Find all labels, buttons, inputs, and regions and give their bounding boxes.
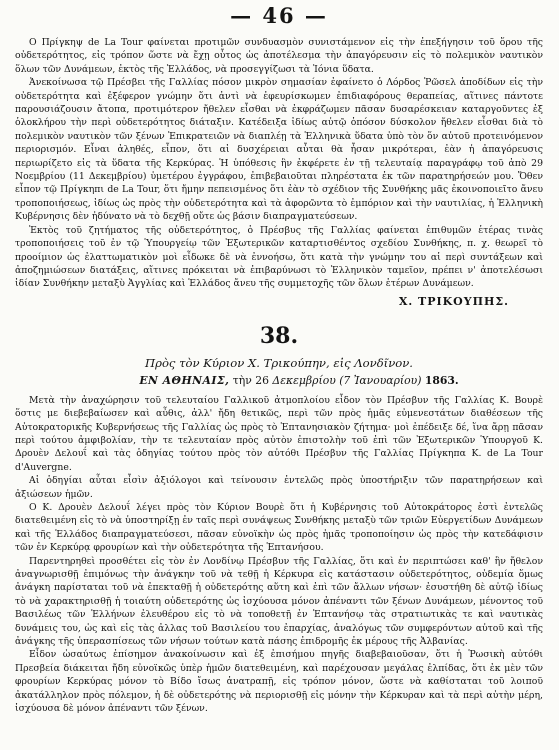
page-number: — 46 — xyxy=(230,3,328,28)
paragraph: Εἶδον ὡσαύτως ἐπίσημον ἀνακοίνωσιν καὶ ἐξ ἐπισήμου πηγῆς διαβεβαιοῦσαν, ὅτι ἡ Ῥωσικὴ αὐτόθι Πρεσβεία διάκειται ἤδη εὐνοϊκῶς ὑπὲρ ἡμῶν διατεθειμένη, καὶ παρέχουσαν μεγάλας ἐλπίδας, ὅτι ἐκ μὲν τῶν φρουρίων Κερκύρας μόνον τὸ Βίδο ἴσως ἀνατραπῇ, εἰς τρόπον μόνον, ὥστε νὰ καθίσταται τοῦ λοιποῦ ἀκατάλληλον πρὸς πόλεμον, ἡ δὲ οὐδετερότης νὰ περιορισθῇ εἰς μόνην τὴν Κέρκυραν καὶ τὰ περὶ αὐτὴν μέρη, ἰσχύουσα δὲ μόνον ἀπέναντι τῶν ξένων. xyxy=(15,649,543,715)
dateline-month: Δεκεμβρίου xyxy=(272,373,336,387)
dateline-day: τὴν 26 xyxy=(232,373,269,387)
paragraph: Ἀνεκοίνωσα τῷ Πρέσβει τῆς Γαλλίας πόσον μικρὸν σημασίαν ἐφαίνετο ὁ Λόρδος Ῥῶσελ ἀποδίδων εἰς τὴν οὐδετερότητα καὶ ἐξέφερον γνώμην ὅτι ἀντὶ νὰ ἐφευρίσκωμεν ἐπιδιαφόρους θεραπείας, αἵτινες πάντοτε παρουσιάζουσιν ἄτοπα, προτιμότερον ἤθελεν εἶσθαι νὰ ἐκφράζωμεν πᾶσαν δυσαρέσκειαν καταργοῦντες ἐξ ὁλοκλήρου τὴν περὶ οὐδετερότητος διάταξιν. Κατέδειξα ἰδίως αὐτῷ ὁπόσον δύσκολον ἤθελεν εἶσθαι διὰ τὸ πολεμικὸν ναυτικὸν τῶν ξένων Ἐπικρατειῶν νὰ διαπλέῃ τὰ Ἑλληνικὰ ὕδατα ὑπὸ τὸν ὅν αὐτοῦ προτεινόμενον περιορισμόν. Εἶναι ἀληθές, εἶπον, ὅτι αἱ δυσχέρειαι αὗται θὰ ἦσαν μικρότεραι, ἐὰν ἡ ἀπαγόρευσις περιωρίζετο εἰς τὰ ὕδατα τῆς Κερκύρας. Ἡ ὑπόθεσις ἣν ἐκφέρετε ἐν τῇ τελευταίᾳ παραγράφῳ τοῦ ἀπὸ 29 Νοεμβρίου (11 Δεκεμβρίου) ὑμετέρου ἐγγράφου, ἐπιβεβαιοῦται πληρέστατα ἐκ τῶν παρατηρήσεών μου. Ὅθεν εἶπον τῷ Πρίγκηπι de La Tour, ὅτι ἤμην πεπεισμένος ὅτι ἐὰν τὸ σχέδιον τῆς Συνθήκης μᾶς ἐκοινοποιεῖτο ἄνευ τροποποιήσεως, ἰδίως ὡς πρὸς τὴν οὐδετερότητα καὶ τὰ ἀφορῶντα τὸ ἐμπόριον καὶ τὴν ναυτιλίας, ἡ Ἑλληνικὴ Κυβέρνησις δὲν ἠδύνατο νὰ τὸ δεχθῇ οὔτε ὡς βάσιν διαπραγματεύσεων. xyxy=(15,77,543,223)
document-number: 38. xyxy=(259,322,299,349)
paragraph: Ἐκτὸς τοῦ ζητήματος τῆς οὐδετερότητος, ὁ Πρέσβυς τῆς Γαλλίας φαίνεται ἐπιθυμῶν ἑτέρας τινὰς τροποποιήσεις τοῦ ἐν τῷ Ὑπουργείῳ τῶν Ἐξωτερικῶν καταρτισθέντος σχεδίου Συνθήκης, π. χ. θεωρεῖ τὸ προοίμιον ὡς ἐλαττωματικὸν μοὶ εἶδωκε δὲ νὰ ἐννοήσω, ὅτι κατὰ τὴν γνώμην του αἱ περὶ συντάξεων καὶ ἀποζημιώσεων διατάξεις, αἵτινες πρόκειται νὰ ἐπιβαρύνωσι τὸ Ἑλληνικὸν ταμεῖον, πρέπει ν' ἀποτελέσωσι ἰδίαν Συνθήκην μεταξὺ Ἀγγλίας καὶ Ἑλλάδος ἄνευ τῆς συμμετοχῆς τῶν ὅλων ἑτέρων Δυνάμεων. xyxy=(15,224,543,290)
dateline xyxy=(15,373,543,388)
paragraph: Παρεντηρηθεὶ προσθέτει εἰς τὸν ἐν Λονδίνῳ Πρέσβυν τῆς Γαλλίας, ὅτι καὶ ἐν περιπτώσει καθ' ἣν ἤθελον ἀναγνωρισθῇ ἐπιμόνως τὴν ἀνάγκην τοῦ νὰ τεθῇ ἡ Κέρκυρα εἰς κατάστασιν οὐδετερότητος, οὐδεμία ὅμως ἀνάγκη παρίσταται τοῦ νὰ ἐπεκταθῇ ἡ οὐδετερότης αὕτη καὶ ἐπὶ τῶν ἄλλων νήσων· ἐσυστήθη δὲ αὐτῷ ἰδίως τὸ νὰ χαρακτηρισθῇ ἡ τοιαύτη οὐδετερότης ὡς ἰσχύουσα μόνον ἀπέναντι τῶν ξένων Δυνάμεων, μένοντος τοῦ Βασιλέως τῶν Ἑλλήνων ἐλευθέρου εἰς τὸ νὰ τοποθετῇ ἐν Ἑπτανήσῳ τὰς στρατιωτικὰς τε καὶ ναυτικὰς δυνάμεις του, ὡς καὶ εἰς τὰς ἀλλας τοῦ Βασιλείου του ἐπαρχίας, ἀναλόγως τῶν συμφερόντων αὐτοῦ καὶ τῆς ἀνάγκης τῆς ὑπερασπίσεως τῶν νήσων τούτων κατὰ πάσης ἐπιδρομῆς ἐκ μέρους τῆς Ἀλβανίας. xyxy=(15,555,543,648)
paragraph: Αἱ ὁδηγίαι αὗται εἶσὶν ἀξιόλογοι καὶ τείνουσιν ἐντελῶς πρὸς ὑποστήριξιν τῶν παρατηρήσεων καὶ ἀξιώσεων ἡμῶν. xyxy=(15,475,543,500)
paragraph: Ο Κ. Δρουὲν Δελουΐ λέγει πρὸς τὸν Κύριον Βουρὲ ὅτι ἡ Κυβέρνησις τοῦ Αὐτοκράτορος ἐστὶ ἐντελῶς διατεθειμένη εἰς τὸ νὰ ὑποστηρίξῃ ἐν ταῖς περὶ συνάψεως Συνθήκης μεταξὺ τῶν τριῶν Εὐεργετίδων Δυνάμεων καὶ τῆς Ἑλλάδος διαπραγματεύσεσι, πᾶσαν εὐνοϊκὴν ὡς πρὸς ἡμᾶς τροποποίησιν ὡς πρὸς τὴν κατεδάφισιν τῶν ἐν Κερκύρᾳ φρουρίων καὶ τὴν οὐδετερότητα τῆς Ἑπτανήσου. xyxy=(15,501,543,554)
paragraph: Ο Πρίγκηψ de La Tour φαίνεται προτιμῶν συνδυασμὸν συνιστάμενον εἰς τὴν ἐπεξήγησιν τοῦ ὅρου τῆς οὐδετερότητος, εἰς τρόπον ὥστε νὰ ἔχῃ οὗτος ὡς ἀποτέλεσμα τὴν ἀπαγόρευσιν εἰς τὸ πολεμικὸν ναυτικὸν ὅλων τῶν Δυνάμεων, ἐκτὸς τῆς Ἑλλάδος, νὰ προσεγγίζωσι τὰ Ἰόνια ὕδατα. xyxy=(15,37,543,75)
paragraph: Μετὰ τὴν ἀναχώρησιν τοῦ τελευταίου Γαλλικοῦ ἀτμοπλοίου εἶδον τὸν Πρέσβυν τῆς Γαλλίας Κ. Βουρὲ ὅστις με διεβεβαίωσεν καὶ αὖθις, ἀλλ' ἤδη θετικῶς, περὶ τῶν πρὸς ἡμᾶς εὐμενεστάτων διαθέσεων τῆς Αὐτοκρατορικῆς Κυβερνήσεως τῆς Γαλλίας ὡς πρὸς τὸ Ἑπτανησιακὸν ζήτημα· μοὶ ἐπέδειξε δέ, ἵνα ἄρῃ πᾶσαν περὶ τούτου ἀμφιβολίαν, τὴν τε τελευταίαν πρὸς αὐτὸν ἐπιστολὴν τοῦ ἐπὶ τῶν Ἐξωτερικῶν Ὑπουργοῦ Κ. Δρουὲν Δελουΐ καὶ τὰς ὁδηγίας τούτου πρὸς τὸν αὐτόθι Πρέσβυν τῆς Γαλλίας Πρίγκηπα Κ. de La Tour d'Auvergne. xyxy=(15,394,543,473)
letter-heading: Πρὸς τὸν Κύριον Χ. Τρικούπην, εἰς Λονδῖνον. xyxy=(145,355,413,370)
dateline-new-style-date: (7 Ἰανουαρίου) xyxy=(339,373,422,387)
dateline-year: 1863. xyxy=(424,373,459,387)
signature: Χ. ΤΡΙΚΟΥΠΗΣ. xyxy=(398,294,509,308)
dateline-place: ΕΝ ΑΘΗΝΑΙΣ, xyxy=(139,373,230,387)
